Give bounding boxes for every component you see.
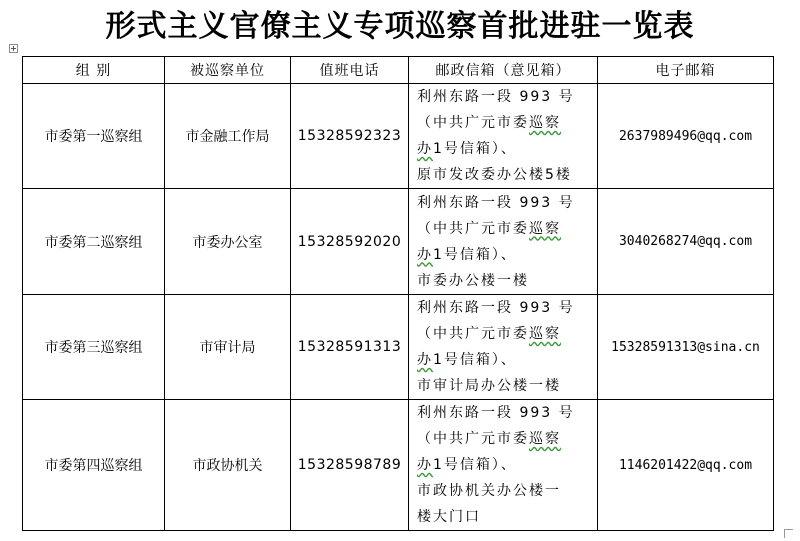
mailbox-location-line: 市政协机关办公楼一 bbox=[417, 483, 561, 499]
header-unit: 被巡察单位 bbox=[165, 57, 291, 84]
mailbox-box-line: 办1号信箱）、 bbox=[417, 457, 517, 473]
table-row bbox=[23, 295, 774, 400]
document-title: 形式主义官僚主义专项巡察首批进驻一览表 bbox=[105, 9, 695, 44]
phone-cell: 15328598789 bbox=[291, 400, 409, 531]
mailbox-address-line: 利州东路一段 993 号 bbox=[417, 405, 575, 421]
phone-cell: 15328592323 bbox=[291, 84, 409, 189]
unit-cell: 市政协机关 bbox=[165, 400, 291, 531]
group-cell: 市委第三巡察组 bbox=[23, 295, 165, 400]
group-cell: 市委第四巡察组 bbox=[23, 400, 165, 531]
mailbox-recipient-line: （中共广元市委巡察 bbox=[417, 326, 561, 342]
header-group: 组 别 bbox=[23, 57, 165, 84]
table-row bbox=[23, 400, 774, 531]
phone-cell: 15328591313 bbox=[291, 295, 409, 400]
inspection-roster-table bbox=[22, 56, 774, 531]
table-move-handle-icon[interactable] bbox=[9, 44, 18, 53]
unit-cell: 市金融工作局 bbox=[165, 84, 291, 189]
email-cell: 15328591313@sina.cn bbox=[598, 295, 774, 400]
email-cell: 3040268274@qq.com bbox=[598, 189, 774, 295]
mailbox-address-line: 利州东路一段 993 号 bbox=[417, 194, 575, 211]
mailbox-recipient-line: （中共广元市委巡察 bbox=[417, 115, 561, 131]
header-email: 电子邮箱 bbox=[598, 57, 774, 84]
mailbox-box-line: 办1号信箱）、 bbox=[417, 141, 517, 157]
phone-cell: 15328592020 bbox=[291, 189, 409, 295]
mailbox-address-line: 利州东路一段 993 号 bbox=[417, 89, 575, 105]
unit-cell: 市审计局 bbox=[165, 295, 291, 400]
mailbox-address-line: 利州东路一段 993 号 bbox=[417, 300, 575, 316]
mailbox-cell bbox=[409, 84, 598, 189]
header-phone: 值班电话 bbox=[291, 57, 409, 84]
mailbox-recipient-line: （中共广元市委巡察 bbox=[417, 431, 561, 447]
mailbox-location-line: 市审计局办公楼一楼 bbox=[417, 378, 561, 394]
header-mailbox: 邮政信箱（意见箱） bbox=[409, 57, 598, 84]
mailbox-location-line: 楼大门口 bbox=[417, 509, 481, 525]
unit-cell: 市委办公室 bbox=[165, 189, 291, 295]
group-cell: 市委第二巡察组 bbox=[23, 189, 165, 295]
email-cell: 1146201422@qq.com bbox=[598, 400, 774, 531]
table-header-row bbox=[23, 57, 774, 84]
email-cell: 2637989496@qq.com bbox=[598, 84, 774, 189]
mailbox-cell bbox=[409, 400, 598, 531]
mailbox-location-line: 市委办公楼一楼 bbox=[417, 272, 529, 289]
table-row bbox=[23, 84, 774, 189]
mailbox-recipient-line: （中共广元市委巡察 bbox=[417, 220, 561, 237]
mailbox-location-line: 原市发改委办公楼5楼 bbox=[417, 167, 572, 183]
mailbox-box-line: 办1号信箱）、 bbox=[417, 352, 517, 368]
page-corner-mark bbox=[784, 529, 793, 538]
mailbox-box-line: 办1号信箱）、 bbox=[417, 246, 517, 263]
mailbox-cell bbox=[409, 295, 598, 400]
mailbox-cell bbox=[409, 189, 598, 295]
table-row bbox=[23, 189, 774, 295]
group-cell: 市委第一巡察组 bbox=[23, 84, 165, 189]
